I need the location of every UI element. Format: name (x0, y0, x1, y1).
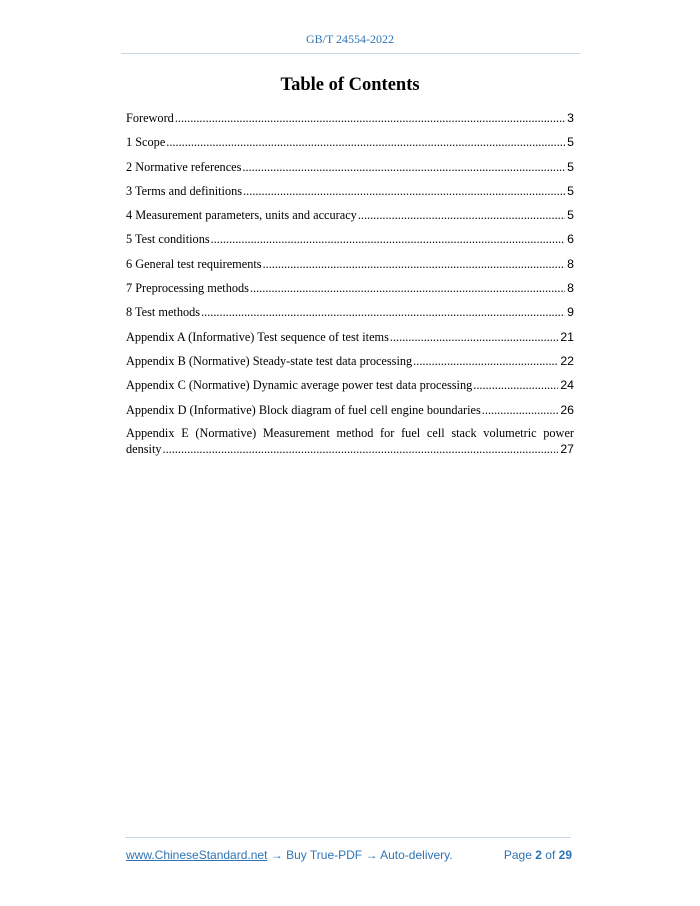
page-total: 29 (558, 848, 572, 862)
toc-entry-appendix-d[interactable] (126, 400, 574, 424)
toc-entry-general-test-requirements[interactable] (126, 254, 574, 278)
dot-leader (163, 441, 559, 457)
toc-entry-appendix-a[interactable] (126, 327, 574, 351)
toc-entry-page: 6 (567, 232, 574, 247)
dot-leader (211, 230, 566, 248)
toc-entry-page: 27 (560, 441, 574, 456)
dot-leader (242, 158, 565, 176)
toc-entry-page: 5 (567, 159, 574, 174)
dot-leader (473, 376, 558, 394)
toc-entry-page: 5 (567, 183, 574, 198)
footer-promo-text: → Buy True-PDF → Auto-delivery. (270, 848, 453, 862)
toc-entry-scope[interactable] (126, 132, 574, 156)
dot-leader (263, 255, 566, 273)
toc-entry-title: 8 Test methods (126, 305, 201, 320)
toc-entry-title: Appendix A (Informative) Test sequence of test items (126, 329, 389, 344)
dot-leader (413, 352, 558, 370)
toc-entry-title: Foreword (126, 111, 174, 125)
page-indicator (504, 848, 572, 862)
toc-entry-terms-definitions[interactable] (126, 181, 574, 205)
toc-entry-appendix-e[interactable] (126, 424, 574, 457)
toc-entry-page: 8 (567, 256, 574, 271)
dot-leader (482, 401, 559, 419)
toc-entry-page: 21 (560, 329, 574, 344)
toc-entry-title: Appendix D (Informative) Block diagram of fuel cell engine boundaries (126, 402, 481, 417)
header-divider (121, 53, 580, 54)
toc-entry-normative-references[interactable] (126, 157, 574, 181)
page-footer (126, 848, 572, 862)
toc-entry-page: 5 (567, 208, 574, 223)
toc-entry-title: 1 Scope (126, 135, 166, 150)
footer-promo (126, 848, 453, 862)
toc-entry-appendix-b[interactable] (126, 351, 574, 375)
page-of: of (545, 848, 556, 862)
toc-entry-title: 6 General test requirements (126, 256, 262, 271)
toc-entry-title: 3 Terms and definitions (126, 183, 243, 198)
page-current: 2 (535, 848, 542, 862)
page-label: Page (503, 848, 532, 862)
toc-entry-page: 3 (567, 111, 574, 125)
toc-entry-test-methods[interactable] (126, 302, 574, 326)
toc-entry-measurement-parameters[interactable] (126, 205, 574, 229)
document-code: GB/T 24554-2022 (305, 32, 395, 46)
toc-entry-page: 5 (567, 135, 574, 150)
toc-entry-title-line1: Appendix E (Normative) Measurement method for fuel cell stack volumetric power (126, 425, 574, 440)
toc-entry-title: Appendix C (Normative) Dynamic average power test data processing (126, 378, 473, 393)
toc-entry-title: 5 Test conditions (126, 232, 210, 247)
toc-entry-title: 7 Preprocessing methods (126, 281, 249, 296)
dot-leader (166, 133, 565, 151)
dot-leader (175, 109, 565, 127)
toc-entry-title: 2 Normative references (126, 159, 242, 174)
dot-leader (390, 328, 558, 346)
dot-leader (243, 182, 565, 200)
toc-entry-page: 24 (560, 378, 574, 393)
toc-entry-page: 26 (560, 402, 574, 417)
toc-title: Table of Contents (280, 75, 420, 95)
toc-entry-test-conditions[interactable] (126, 229, 574, 253)
chinese-standard-link[interactable]: www.ChineseStandard.net (126, 848, 268, 862)
toc-entry-page: 22 (560, 353, 574, 368)
toc-entry-foreword[interactable] (126, 108, 574, 132)
toc-entry-title: Appendix B (Normative) Steady-state test data processing (126, 353, 413, 368)
toc-entry-preprocessing-methods[interactable] (126, 278, 574, 302)
table-of-contents (126, 108, 574, 457)
dot-leader (201, 303, 565, 321)
toc-entry-title: 4 Measurement parameters, units and accuracy (126, 208, 357, 223)
toc-entry-title-line2: density (126, 441, 162, 456)
dot-leader (250, 279, 565, 297)
footer-divider (125, 837, 571, 838)
toc-entry-page: 9 (567, 305, 574, 320)
toc-entry-page: 8 (567, 281, 574, 296)
toc-entry-appendix-c[interactable] (126, 375, 574, 399)
dot-leader (358, 206, 565, 224)
